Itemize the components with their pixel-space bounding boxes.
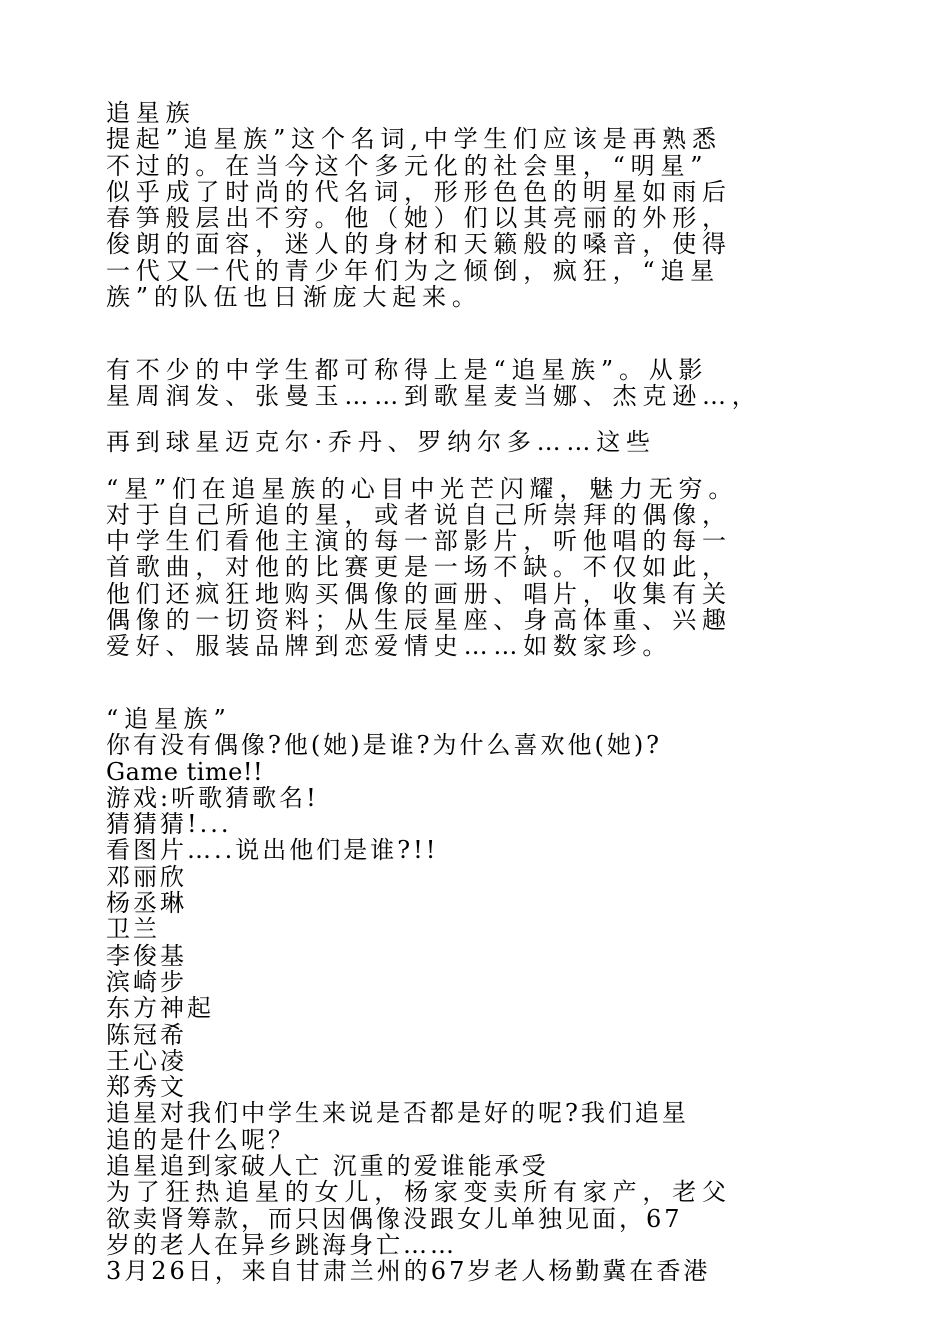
paragraph-line: “星”们在追星族的心目中光芒闪耀，魅力无穷。: [106, 474, 739, 503]
intro-line: 似乎成了时尚的代名词，形形色色的明星如雨后: [106, 177, 732, 206]
paragraph-spacer: [106, 686, 846, 706]
paragraph-line: 有不少的中学生都可称得上是“追星族”。从影: [106, 355, 709, 384]
paragraph-line: 对于自己所追的星，或者说自己所崇拜的偶像，: [106, 500, 732, 529]
paragraph-spacer: [106, 310, 846, 336]
game-line: 猜猜猜!...: [106, 810, 232, 839]
paragraph-spacer: [106, 409, 846, 429]
paragraph-line: 爱好、服装品牌到恋爱情史……如数家珍。: [106, 632, 673, 661]
paragraph-line: 为了狂热追星的女儿，杨家变卖所有家产，老父: [106, 1178, 732, 1207]
name-item: 郑秀文: [106, 1073, 187, 1102]
paragraph-line: 他们还疯狂地购买偶像的画册、唱片，收集有关: [106, 579, 732, 608]
paragraph-line: 星周润发、张曼玉……到歌星麦当娜、杰克逊…，: [106, 381, 762, 410]
intro-line: 一代又一代的青少年们为之倾倒，疯狂，“追星: [106, 256, 721, 285]
name-item: 陈冠希: [106, 1020, 187, 1049]
document-body: [106, 100, 846, 1284]
paragraph-line: 岁的老人在异乡跳海身亡……: [106, 1230, 457, 1259]
name-item: 王心凌: [106, 1046, 187, 1075]
name-item: 杨丞琳: [106, 889, 187, 918]
name-item: 卫兰: [106, 915, 160, 944]
paragraph-line: 再到球星迈克尔·乔丹、罗纳尔多……这些: [106, 428, 656, 457]
intro-line: 俊朗的面容，迷人的身材和天籁般的嗓音，使得: [106, 230, 732, 259]
paragraph-line: 首歌曲，对他的比赛更是一场不缺。不仅如此，: [106, 553, 732, 582]
paragraph-spacer: [106, 337, 846, 357]
paragraph-spacer: [106, 660, 846, 686]
name-item: 东方神起: [106, 994, 214, 1023]
paragraph-line: 追星对我们中学生来说是否都是好的呢?我们追星: [106, 1099, 689, 1128]
paragraph-line: 欲卖肾筹款，而只因偶像没跟女儿单独见面，67: [106, 1204, 683, 1233]
game-line: 游戏:听歌猜歌名!: [106, 783, 319, 812]
game-line: 看图片…..说出他们是谁?!!: [106, 836, 439, 865]
document-title: 追星族: [106, 99, 196, 127]
paragraph-spacer: [106, 456, 846, 476]
name-item: 李俊基: [106, 941, 187, 970]
paragraph-line: 追的是什么呢？: [106, 1125, 295, 1154]
paragraph-line: 偶像的一切资料；从生辰星座、身高体重、兴趣: [106, 606, 732, 635]
name-item: 滨崎步: [106, 967, 187, 996]
intro-line: 提起”追星族”这个名词,中学生们应该是再熟悉: [106, 125, 722, 154]
section-heading: “追星族”: [106, 704, 232, 733]
question-line: 你有没有偶像?他(她)是谁?为什么喜欢他(她)?: [106, 731, 663, 760]
intro-line: 春笋般层出不穷。他（她）们以其亮丽的外形，: [106, 204, 732, 233]
game-time-line: Game time!!: [106, 757, 264, 786]
paragraph-line: 追星追到家破人亡 沉重的爱谁能承受: [106, 1151, 549, 1180]
intro-line: 不过的。在当今这个多元化的社会里，“明星”: [106, 151, 709, 180]
paragraph-line: 3月26日，来自甘肃兰州的67岁老人杨勤冀在香港: [106, 1257, 711, 1286]
name-item: 邓丽欣: [106, 862, 187, 891]
paragraph-line: 中学生们看他主演的每一部影片，听他唱的每一: [106, 527, 732, 556]
intro-line: 族”的队伍也日渐庞大起来。: [106, 283, 482, 312]
